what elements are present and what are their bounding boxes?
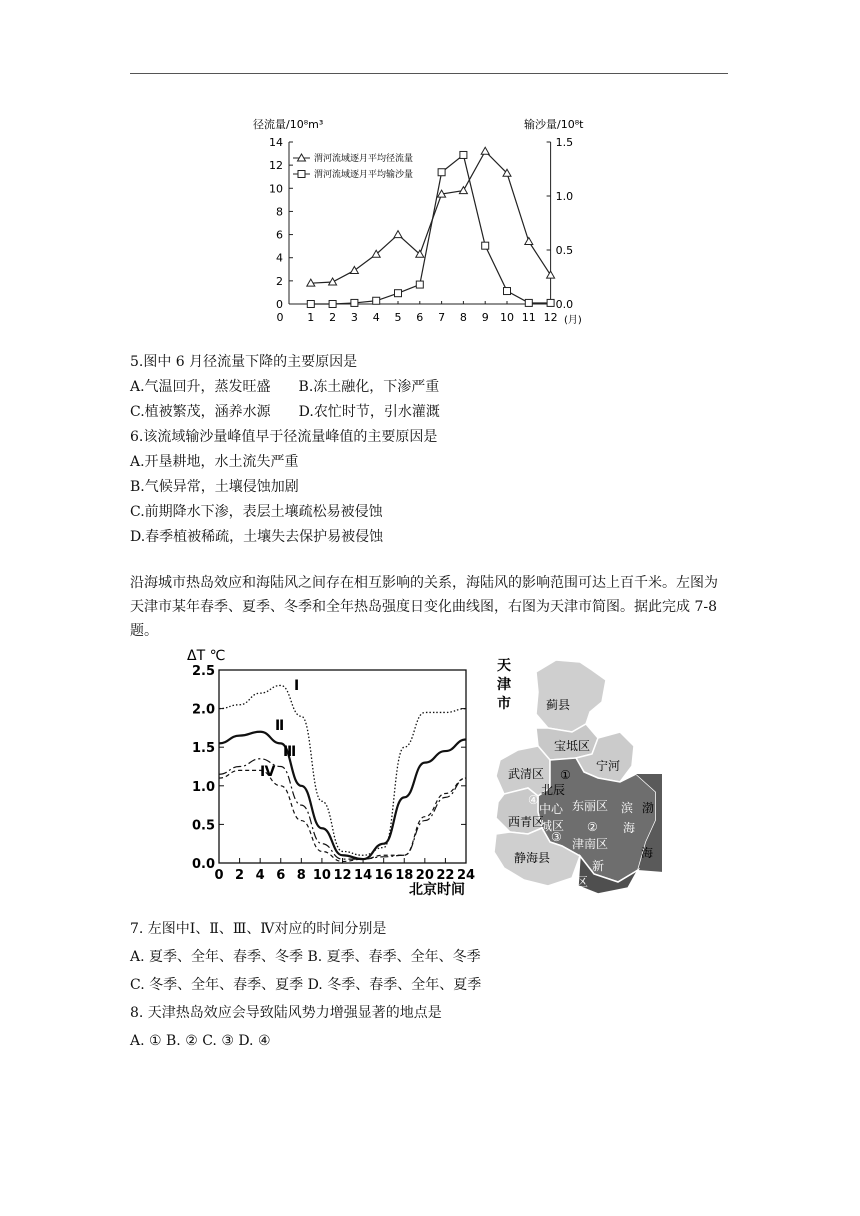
sediment-point — [351, 299, 358, 306]
chart1-axes — [269, 136, 573, 324]
district-baodi: 宝坻区 — [554, 739, 591, 753]
left-tick-label: 12 — [269, 159, 283, 173]
x-tick-label: 12 — [543, 311, 558, 324]
runoff-point — [459, 187, 467, 194]
legend-runoff: 渭河流域逐月平均径流量 — [314, 154, 414, 164]
q6-stem: 6.该流域输沙量峰值早于径流量峰值的主要原因是 — [130, 429, 438, 445]
district-wuqing: 武清区 — [508, 767, 545, 781]
sediment-point — [504, 288, 511, 295]
left-tick-label: 14 — [269, 136, 283, 149]
district-dongli: 东丽区 — [572, 799, 609, 813]
runoff-point — [481, 147, 489, 154]
x-tick-label: 10 — [312, 868, 331, 883]
district-zhongxin: 中心 — [539, 802, 564, 816]
district-xin: 新 — [592, 859, 605, 873]
x-tick-label: 24 — [456, 868, 476, 883]
q6-option-a: A.开垦耕地，水土流失严重 — [130, 454, 299, 470]
map-title-2: 津 — [497, 677, 511, 693]
sediment-point — [438, 169, 445, 176]
y-tick-label: 0.0 — [191, 857, 215, 872]
x-tick-label: 20 — [415, 868, 434, 883]
district-cheng: 城区 — [540, 819, 565, 833]
map-title-3: 市 — [497, 696, 511, 712]
sediment-point — [482, 242, 489, 249]
y-tick-label: 1.0 — [191, 779, 215, 795]
sediment-point — [307, 301, 314, 308]
map-title-1: 天 — [497, 658, 511, 674]
intro-paragraph: 沿海城市热岛效应和海陆风之间存在相互影响的关系，海陆风的影响范围可达上百千米。左图为天津市某年春季、夏季、冬季和全年热岛强度日变化曲线图，右图为天津市简图。据此完成 7-8 题。 — [130, 575, 718, 639]
district-jinnan: 津南区 — [572, 837, 609, 851]
district-jinghai: 静海县 — [514, 851, 551, 865]
marker-3: ③ — [551, 830, 562, 844]
q6-option-b: B.气候异常，土壤侵蚀加剧 — [130, 479, 299, 495]
curve-3 — [219, 759, 466, 859]
runoff-point — [394, 231, 402, 238]
right-tick-label: 0.0 — [555, 298, 574, 311]
x-tick-label: 22 — [436, 868, 455, 883]
runoff-point — [350, 266, 358, 273]
sediment-point — [547, 299, 554, 306]
y-tick-label: 2.5 — [191, 664, 215, 679]
x-tick-label: 3 — [350, 311, 358, 324]
sediment-point — [416, 281, 423, 288]
heat-island-chart — [182, 642, 482, 900]
curve-2 — [219, 732, 466, 859]
q6-option-d: D.春季植被稀疏，土壤失去保护易被侵蚀 — [130, 529, 384, 545]
runoff-point — [525, 238, 533, 245]
q7-options-cd: C. 冬季、全年、春季、夏季 D. 冬季、春季、全年、夏季 — [130, 977, 482, 993]
x-tick-label: 14 — [354, 868, 373, 883]
curve-4 — [219, 770, 466, 861]
legend-sediment: 渭河流域逐月平均输沙量 — [314, 170, 414, 180]
x-tick-label: 10 — [500, 311, 514, 324]
x-axis-label: 北京时间 — [409, 882, 465, 898]
district-beichen: 北辰 — [541, 783, 566, 797]
left-tick-label: 6 — [276, 228, 283, 242]
sediment-point — [373, 297, 380, 304]
y-tick-label: 2.0 — [191, 702, 215, 718]
right-tick-label: 0.5 — [555, 244, 574, 257]
x-tick-label: 1 — [307, 311, 315, 324]
x-tick-label: 4 — [255, 868, 265, 883]
plot-frame — [219, 670, 466, 863]
q7-options-ab: A. 夏季、全年、春季、冬季 B. 夏季、春季、全年、冬季 — [130, 949, 481, 965]
chart1-legend — [293, 152, 413, 180]
q5-options-cd: C.植被繁茂，涵养水源 D.农忙时节，引水灌溉 — [130, 404, 440, 420]
left-tick-label: 2 — [276, 274, 283, 288]
x-tick-label: 0 — [214, 868, 224, 883]
x-tick-label: 0 — [276, 311, 284, 324]
district-ninghe: 宁河 — [596, 759, 621, 773]
marker-2: ② — [587, 820, 598, 834]
chart2-axes — [192, 664, 475, 883]
curve-label-4: Ⅳ — [260, 764, 276, 780]
district-jixian: 蓟县 — [546, 698, 571, 712]
left-axis-label: 径流量/10⁸m³ — [253, 118, 324, 131]
x-tick-label: 8 — [296, 868, 306, 883]
district-xiqing: 西青区 — [508, 815, 545, 829]
q8-stem: 8. 天津热岛效应会导致陆风势力增强显著的地点是 — [130, 1005, 442, 1021]
x-tick-label: 12 — [333, 868, 352, 883]
header-rule — [130, 73, 728, 74]
left-tick-label: 8 — [276, 205, 283, 219]
runoff-point — [329, 278, 337, 285]
sediment-point — [525, 299, 532, 306]
y-axis-label: ΔT ℃ — [187, 648, 226, 664]
district-binhai-2: 海 — [623, 821, 636, 835]
right-tick-label: 1.0 — [555, 190, 574, 203]
x-tick-label: 8 — [459, 311, 467, 324]
q5-options-ab: A.气温回升，蒸发旺盛 B.冻土融化，下渗严重 — [130, 379, 440, 395]
marker-4: ④ — [528, 793, 539, 807]
sediment-point — [329, 301, 336, 308]
x-tick-label: 4 — [372, 311, 380, 324]
y-tick-label: 1.5 — [191, 741, 215, 757]
right-tick-label: 1.5 — [555, 136, 574, 149]
x-tick-label: 11 — [521, 311, 536, 324]
sediment-point — [395, 290, 402, 297]
x-tick-label: 2 — [235, 868, 245, 883]
right-axis-label: 输沙量/10⁸t — [524, 118, 584, 131]
left-tick-label: 0 — [276, 298, 283, 311]
runoff-point — [547, 271, 555, 278]
x-tick-label: 2 — [329, 311, 337, 324]
x-tick-label: 6 — [416, 311, 424, 324]
marker-1: ① — [560, 768, 571, 782]
tianjin-map — [488, 642, 662, 900]
x-tick-label: 16 — [374, 868, 393, 883]
sea-bohai-2: 海 — [641, 846, 654, 860]
y-tick-label: 0.5 — [191, 818, 215, 834]
sediment-point — [460, 151, 467, 158]
q8-options: A. ① B. ② C. ③ D. ④ — [130, 1033, 271, 1049]
curve-label-2: Ⅱ — [275, 718, 285, 734]
x-unit-label: (月) — [564, 315, 582, 326]
runoff-sediment-chart — [240, 108, 620, 333]
curve-label-1: Ⅰ — [294, 678, 300, 694]
q7-stem: 7. 左图中Ⅰ、Ⅱ、Ⅲ、Ⅳ对应的时间分别是 — [130, 921, 387, 937]
chart2-plot — [219, 685, 466, 861]
x-tick-label: 18 — [395, 868, 414, 883]
x-tick-label: 6 — [276, 868, 286, 883]
q6-option-c: C.前期降水下渗，表层土壤疏松易被侵蚀 — [130, 504, 383, 520]
left-tick-label: 4 — [276, 251, 283, 265]
q5-stem: 5.图中 6 月径流量下降的主要原因是 — [130, 354, 358, 370]
sea-bohai-1: 渤 — [642, 801, 655, 815]
x-tick-label: 7 — [438, 311, 446, 324]
left-tick-label: 10 — [269, 182, 283, 196]
curve-label-3: Ⅲ — [283, 744, 297, 760]
district-binhai-1: 滨 — [621, 801, 634, 815]
square-marker-icon — [298, 171, 305, 178]
district-qu: 区 — [576, 875, 589, 889]
x-tick-label: 5 — [394, 311, 402, 324]
x-tick-label: 9 — [481, 311, 489, 324]
